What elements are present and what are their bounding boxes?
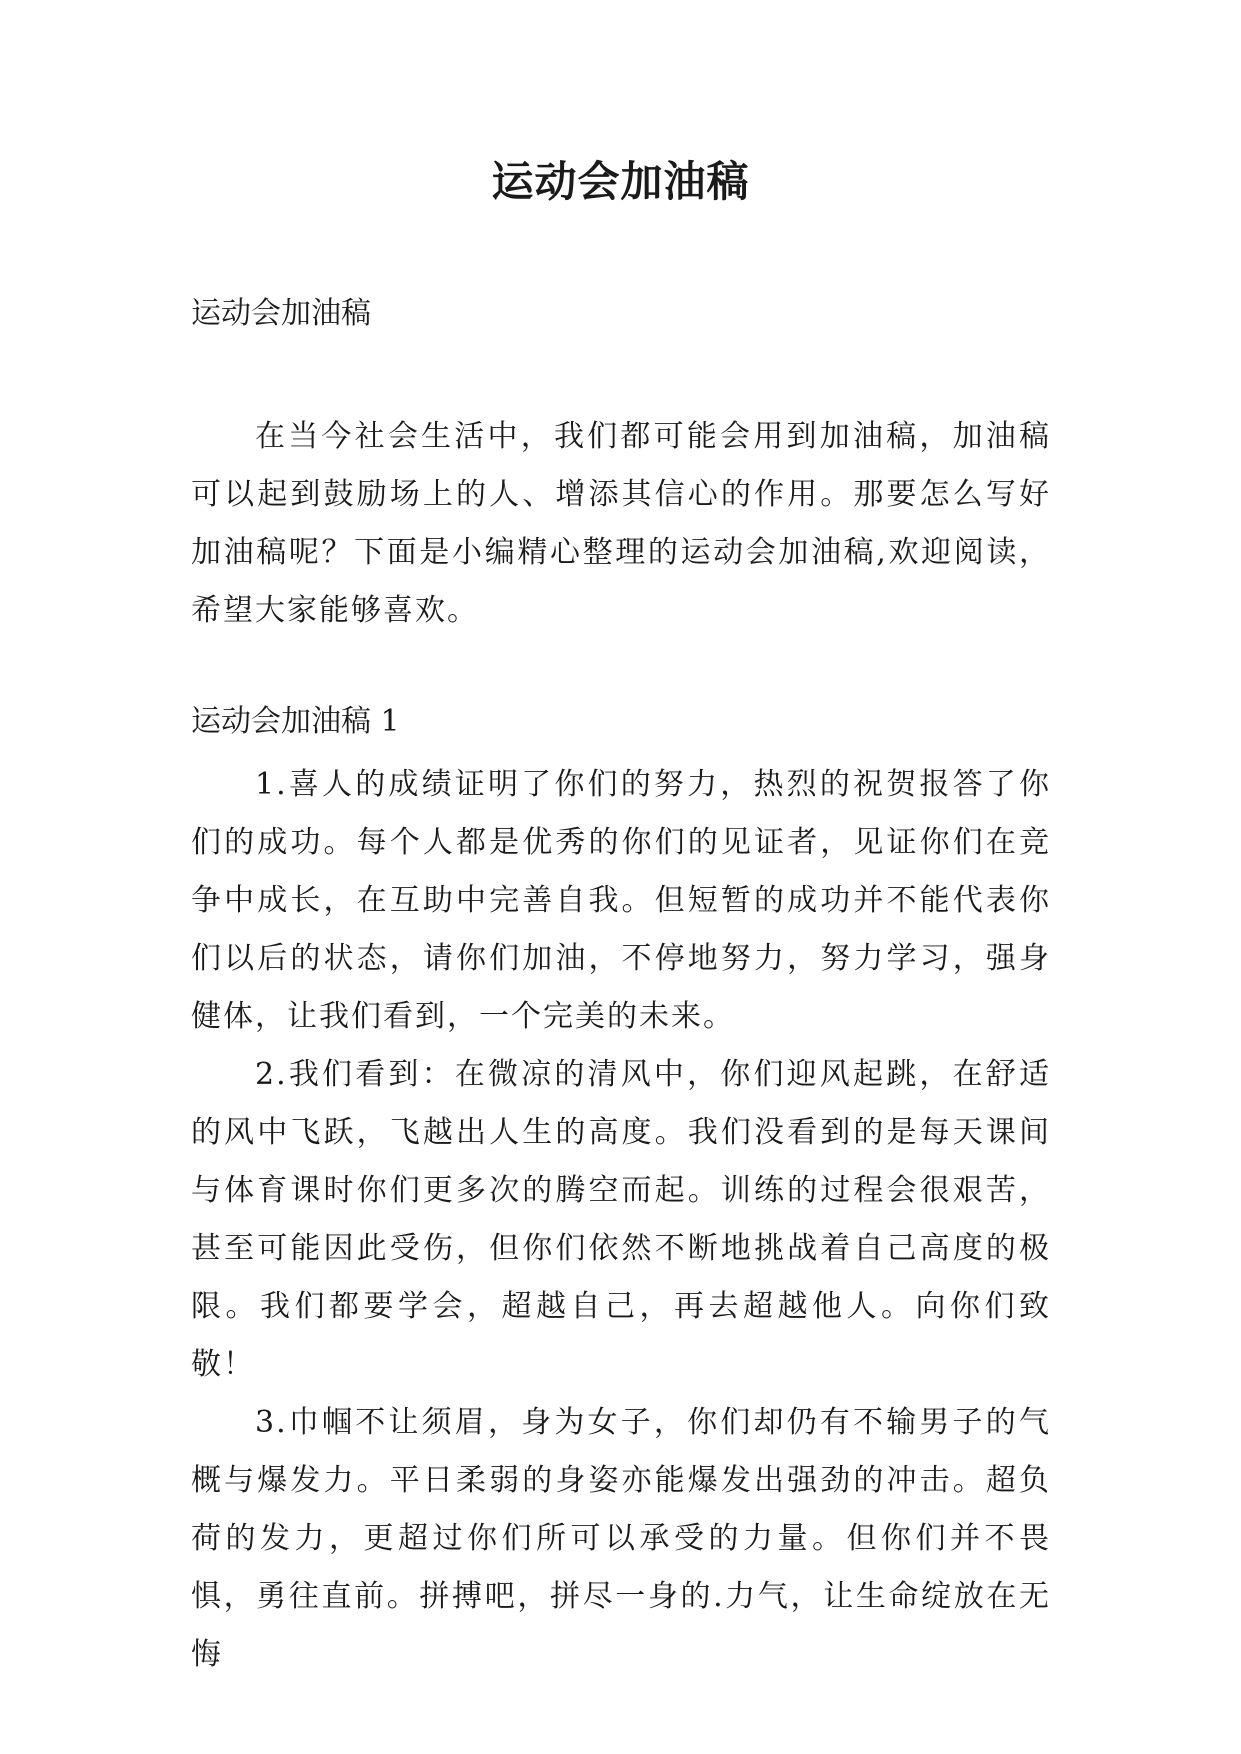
cheer-paragraph-3: 3.巾帼不让须眉，身为女子，你们却仍有不输男子的气概与爆发力。平日柔弱的身姿亦能爆发出强劲的冲击。超负荷的发力，更超过你们所可以承受的力量。但你们并不畏惧，勇往直前。拼搏吧，拼尽一身的.力气，让生命绽放在无悔 bbox=[191, 1405, 1051, 1672]
cheer-paragraph-1: 1.喜人的成绩证明了你们的努力，热烈的祝贺报答了你们的成功。每个人都是优秀的你们的见证者，见证你们在竞争中成长，在互助中完善自我。但短暂的成功并不能代表你们以后的状态，请你们加油，不停地努力，努力学习，强身健体，让我们看到，一个完美的未来。 bbox=[191, 767, 1051, 1034]
section-heading: 运动会加油稿 1 bbox=[191, 704, 400, 739]
intro-paragraph: 在当今社会生活中，我们都可能会用到加油稿，加油稿可以起到鼓励场上的人、增添其信心的作用。那要怎么写好加油稿呢？下面是小编精心整理的运动会加油稿,欢迎阅读，希望大家能够喜欢。 bbox=[191, 419, 1051, 628]
document-title: 运动会加油稿 bbox=[491, 157, 750, 206]
document-subtitle: 运动会加油稿 bbox=[191, 296, 371, 331]
cheer-paragraph-2: 2.我们看到：在微凉的清风中，你们迎风起跳，在舒适的风中飞跃，飞越出人生的高度。我们没看到的是每天课间与体育课时你们更多次的腾空而起。训练的过程会很艰苦，甚至可能因此受伤，但你们依然不断地挑战着自己高度的极限。我们都要学会，超越自己，再去超越他人。向你们致敬！ bbox=[191, 1057, 1051, 1382]
section-body bbox=[191, 756, 1051, 1684]
